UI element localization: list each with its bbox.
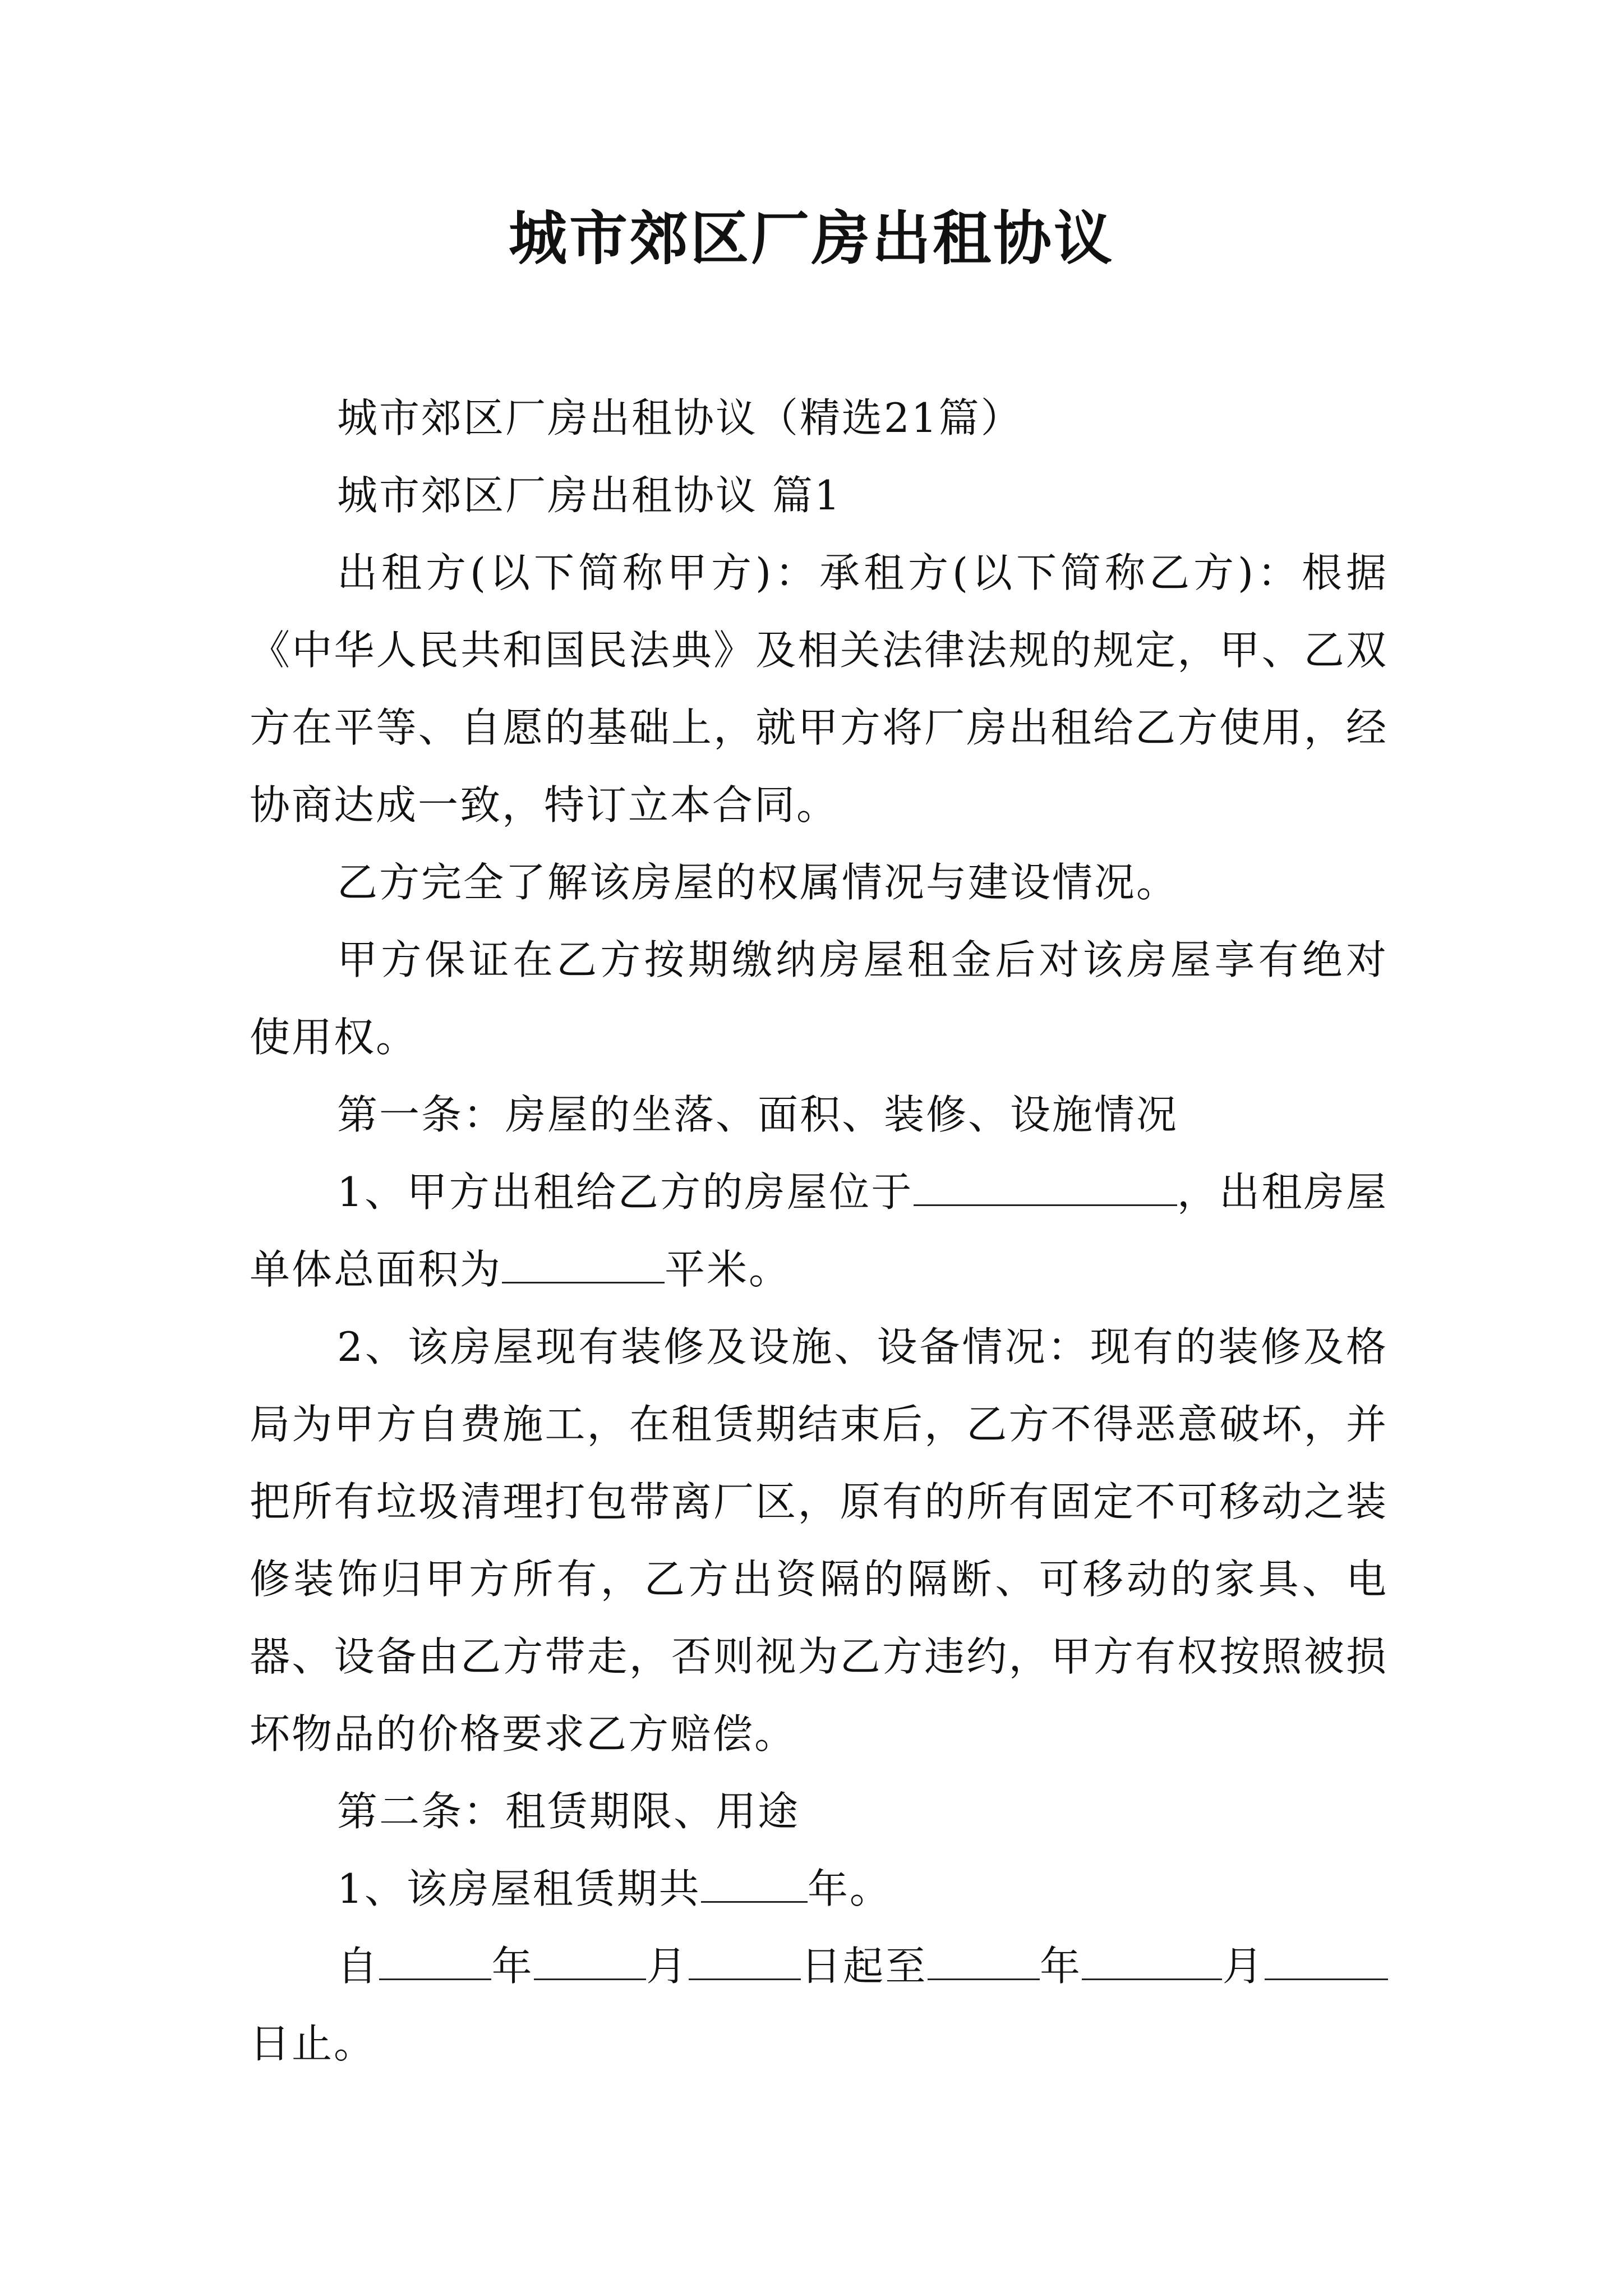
start-month-blank [534,1943,646,1980]
article-1-item-2: 2、该房屋现有装修及设施、设备情况：现有的装修及格局为甲方自费施工，在租赁期结束后，乙方不得恶意破坏，并把所有垃圾清理打包带离厂区，原有的所有固定不可移动之装修装饰归甲方所有，乙方出资隔的隔断、可移动的家具、电器、设备由乙方带走，否则视为乙方违约，甲方有权按照被损坏物品的价格要求乙方赔偿。 [250,1323,1388,1757]
article-2-item-1 [250,1850,1388,1927]
area-blank [502,1246,665,1283]
subtitle: 城市郊区厂房出租协议（精选21篇） [337,394,1023,441]
term-text: 自 [337,1943,380,1990]
article-1-item-1 [250,1153,1388,1308]
paragraph-ownership: 乙方完全了解该房屋的权属情况与建设情况。 [337,859,1179,906]
section-heading: 城市郊区厂房出租协议 篇1 [337,472,842,519]
item-text: 平米。 [665,1246,791,1293]
start-year-blank [379,1943,491,1980]
article-1-heading: 第一条：房屋的坐落、面积、装修、设施情况 [337,1091,1179,1138]
item-text: 1、甲方出租给乙方的房屋位于 [337,1168,914,1216]
term-text: 年 [491,1943,534,1990]
start-day-blank [689,1943,801,1980]
term-text: 月 [645,1943,689,1990]
document-title: 城市郊区厂房出租协议 [508,204,1114,273]
term-years-blank [701,1865,808,1903]
document-body [250,379,1388,2082]
item-text: 1、该房屋租赁期共 [337,1865,701,1912]
term-text: 日起至 [800,1943,928,1990]
paragraph-parties: 出租方(以下简称甲方)：承租方(以下简称乙方)：根据《中华人民共和国民法典》及相关法律法规的规定，甲、乙双方在平等、自愿的基础上，就甲方将厂房出租给乙方使用，经协商达成一致，特订立本合同。 [250,549,1388,829]
term-text: 月 [1222,1943,1265,1990]
term-text: 日止。 [250,2020,376,2067]
article-2-heading: 第二条：租赁期限、用途 [337,1788,800,1835]
item-text: 年。 [807,1865,892,1912]
end-day-blank [1265,1943,1388,1980]
term-text: 年 [1039,1943,1082,1990]
end-month-blank [1082,1943,1222,1980]
lease-term-dates [250,1927,1388,2082]
location-blank [914,1168,1177,1206]
item-text: ，出租房屋单体总面积为 [250,1168,1388,1293]
paragraph-guarantee: 甲方保证在乙方按期缴纳房屋租金后对该房屋享有绝对使用权。 [250,936,1388,1061]
end-year-blank [928,1943,1040,1980]
